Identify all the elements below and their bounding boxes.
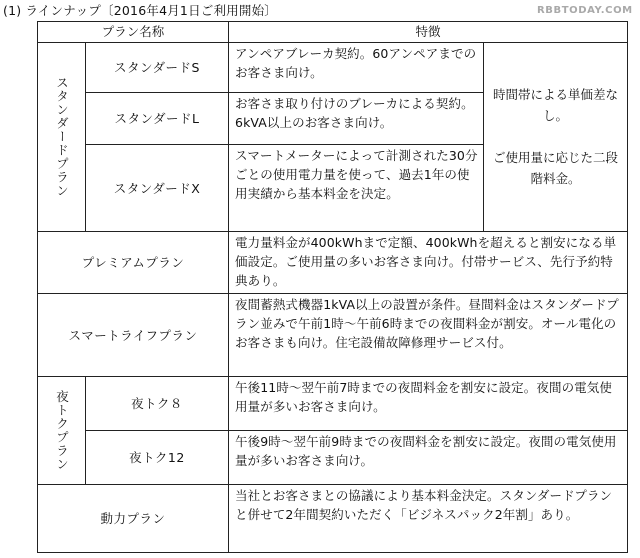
note-spacer [488, 126, 623, 147]
plan-name-standard-x: スタンダードX [86, 145, 229, 232]
group-label-standard: スタンダードプラン [38, 42, 86, 231]
table-row-yorutoku-8 [38, 376, 628, 430]
plan-name-smartlife: スマートライフプラン [38, 294, 229, 377]
plan-name-yorutoku-8: 夜トク８ [86, 376, 229, 430]
plan-desc-standard-l: お客さま取り付けのブレーカによる契約。6kVA以上のお客さま向け。 [229, 93, 484, 145]
plan-name-standard-s: スタンダードS [86, 42, 229, 93]
group-label-yorutoku: 夜トクプラン [38, 376, 86, 484]
table-row-yorutoku-12 [38, 430, 628, 484]
plan-desc-premium: 電力量料金が400kWhまで定額、400kWhを超えると割安になる単価設定。ご使用量の多いお客さま向け。付帯サービス、先行予約特典あり。 [229, 232, 628, 294]
plan-lineup-table [37, 21, 628, 553]
standard-note-line-2: ご使用量に応じた二段階料金。 [493, 150, 619, 187]
plan-name-standard-l: スタンダードL [86, 93, 229, 145]
table-row-premium [38, 232, 628, 294]
header-feature: 特徴 [229, 22, 628, 43]
plan-desc-power: 当社とお客さまとの協議により基本料金決定。スタンダードプランと併せて2年間契約いただく「ビジネスパック2年割」あり。 [229, 484, 628, 552]
plan-name-premium: プレミアムプラン [38, 232, 229, 294]
table-row-power [38, 484, 628, 552]
header-plan-name: プラン名称 [38, 22, 229, 43]
table-row-smartlife [38, 294, 628, 377]
section-heading: (1) ラインナップ〔2016年4月1日ご利用開始〕 [3, 3, 277, 18]
plan-name-yorutoku-12: 夜トク12 [86, 430, 229, 484]
plan-name-power: 動力プラン [38, 484, 229, 552]
plan-desc-smartlife: 夜間蓄熱式機器1kVA以上の設置が条件。昼間料金はスタンダードプラン並みで午前1時～午前6時までの夜間料金が割安。オール電化のお客さまも向け。住宅設備故障修理サービス付。 [229, 294, 628, 377]
watermark: RBBTODAY.COM [537, 5, 633, 16]
table-header-row [38, 22, 628, 43]
table-row-standard-s [38, 42, 628, 93]
plan-desc-yorutoku-12: 午後9時～翌午前9時までの夜間料金を割安に設定。夜間の電気使用量が多いお客さま向け。 [229, 430, 628, 484]
plan-desc-standard-s: アンペアブレーカ契約。60アンペアまでのお客さま向け。 [229, 42, 484, 93]
plan-desc-standard-x: スマートメーターによって計測された30分ごとの使用電力量を使って、過去1年の使用実績から基本料金を決定。 [229, 145, 484, 232]
standard-plan-note [484, 42, 628, 231]
standard-note-line-1: 時間帯による単価差なし。 [493, 87, 619, 124]
plan-desc-yorutoku-8: 午後11時～翌午前7時までの夜間料金を割安に設定。夜間の電気使用量が多いお客さま向け。 [229, 376, 628, 430]
